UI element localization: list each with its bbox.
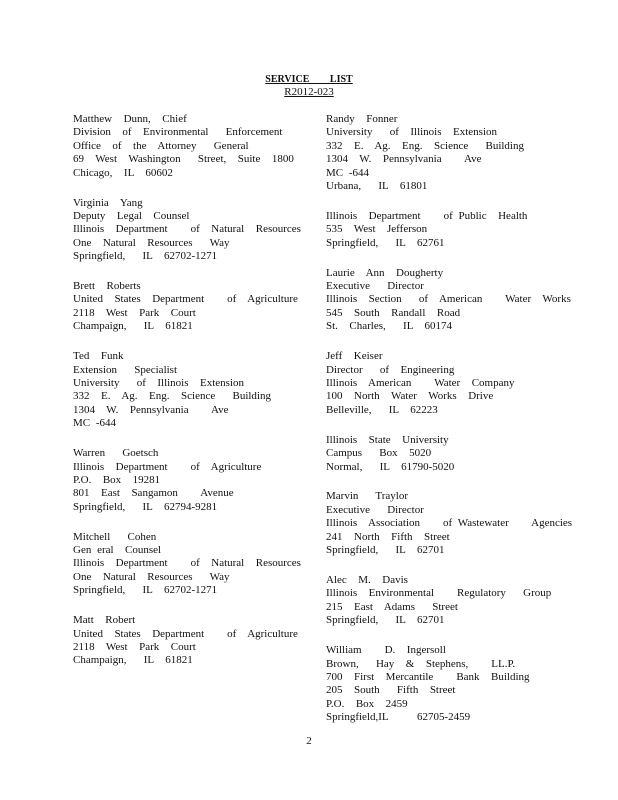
page-number: 2 [306,735,312,747]
service-list-entry [326,574,566,628]
service-list-entry [73,113,303,180]
entry-name-line: William D. Ingersoll [326,644,446,657]
entry-address-line: 2118 West Park Court [73,306,196,319]
right-column [326,113,573,741]
entry-address-line: Normal, IL 61790-5020 [326,460,455,473]
entry-name-line: Mitchell Cohen [73,530,157,543]
service-list-title: SERVICE LIST [265,74,353,85]
entry-address-line: MC -644 [73,417,117,430]
entry-address-line: Springfield, IL 62702-1271 [73,250,218,263]
entry-address-line: Illinois Department of Agriculture [73,460,262,473]
service-list-entry [326,434,566,474]
entry-address-line: Springfield, IL 62702-1271 [73,584,218,597]
left-column [73,113,303,684]
entry-address-line: Springfield,IL 62705-2459 [326,711,471,724]
service-list-entry [73,531,303,598]
entry-name-line: Alec M. Davis [326,573,408,586]
entry-address-line: 241 North Fifth Street [326,530,450,543]
entry-name-line: Ted Funk [73,350,124,363]
entry-address-line: 332 E. Ag. Eng. Science Building [326,139,524,152]
service-list-entry [73,197,303,264]
entry-address-line: Chicago, IL 60602 [73,166,173,179]
entry-address-line: Illinois American Water Company [326,377,515,389]
entry-address-line: Campus Box 5020 [326,447,432,460]
entry-address-line: One Natural Resources Way [73,236,230,249]
entry-address-line: Director of Engineering [326,363,455,376]
entry-address-line: 215 East Adams Street [326,600,458,613]
entry-address-line: 801 East Sangamon Avenue [73,487,234,500]
entry-address-line: United States Department of Agriculture [73,627,298,640]
entry-address-line: P.O. Box 19281 [73,473,161,486]
service-list-entry [326,210,566,250]
service-list-entry [73,614,303,668]
entry-address-line: Champaign, IL 61821 [73,320,193,333]
entry-address-line: 545 South Randall Road [326,306,461,319]
entry-name-line: Warren Goetsch [73,447,159,460]
entry-address-line: United States Department of Agriculture [73,293,298,306]
entry-address-line: Springfield, IL 62794-9281 [73,500,218,513]
entry-address-line: Division of Environmental Enforcement [73,126,283,139]
entry-address-line: 535 West Jefferson [326,223,428,236]
entry-address-line: 69 West Washington Street, Suite 1800 [73,153,294,166]
entry-address-line: Illinois Department of Natural Resources [73,223,301,236]
entry-address-line: Belleville, IL 62223 [326,403,438,416]
entry-address-line: Illinois Section of American Water Works [326,293,571,306]
entry-address-line: Gen eral Counsel [73,544,162,557]
entry-name-line: Jeff Keiser [326,350,383,363]
entry-address-line: Deputy Legal Counsel [73,209,190,222]
entry-address-line: MC -644 [326,166,370,179]
entry-address-line: Office of the Attorney General [73,139,249,152]
service-list-entry [73,350,303,430]
service-list-entry [326,490,573,557]
entry-address-line: Urbana, IL 61801 [326,180,428,193]
service-list-entry [73,280,303,334]
entry-address-line: 2118 West Park Court [73,641,196,653]
entry-address-line: 1304 W. Pennsylvania Ave [73,403,229,416]
entry-address-line: University of Illinois Extension [326,126,498,139]
entry-address-line: One Natural Resources Way [73,570,230,583]
entry-address-line: University of Illinois Extension [73,377,245,389]
service-list-entry [326,350,566,417]
entry-address-line: 700 First Mercantile Bank Building [326,670,530,683]
entry-address-line: Executive Director [326,503,424,516]
entry-address-line: Springfield, IL 62701 [326,614,445,627]
entry-address-line: 1304 W. Pennsylvania Ave [326,153,482,166]
service-list-entry [326,644,566,724]
entry-name-line: Matt Robert [73,614,136,627]
entry-address-line: 100 North Water Works Drive [326,390,494,403]
entry-name-line: Laurie Ann Dougherty [326,266,444,279]
entry-address-line: Springfield, IL 62761 [326,236,445,249]
service-list-entry [326,113,566,193]
entry-address-line: 332 E. Ag. Eng. Science Building [73,390,271,403]
entry-address-line: P.O. Box 2459 [326,697,408,710]
entry-name-line: Randy Fonner [326,113,398,125]
service-list-entry [326,266,571,334]
service-list-entry [73,447,303,514]
entry-address-line: Illinois Environmental Regulatory Group [326,587,552,600]
entry-name-line: Illinois Department of Public Health [326,209,528,222]
entry-name-line: Virginia Yang [73,196,143,209]
entry-address-line: Executive Director [326,280,424,293]
entry-name-line: Matthew Dunn, Chief [73,113,187,125]
docket-number: R2012-023 [284,86,334,98]
entry-address-line: Champaign, IL 61821 [73,654,193,667]
entry-address-line: Illinois Department of Natural Resources [73,557,301,570]
entry-name-line: Illinois State University [326,433,449,446]
entry-address-line: Springfield, IL 62701 [326,544,445,557]
entry-address-line: 205 South Fifth Street [326,684,456,697]
entry-address-line: Illinois Association of Wastewater Agencies [326,517,573,530]
entry-address-line: Brown, Hay & Stephens, LL.P. [326,657,516,670]
entry-address-line: St. Charles, IL 60174 [326,320,452,333]
entry-name-line: Marvin Traylor [326,490,409,503]
service-list-heading [0,74,618,98]
entry-name-line: Brett Roberts [73,280,141,293]
entry-address-line: Extension Specialist [73,363,178,376]
